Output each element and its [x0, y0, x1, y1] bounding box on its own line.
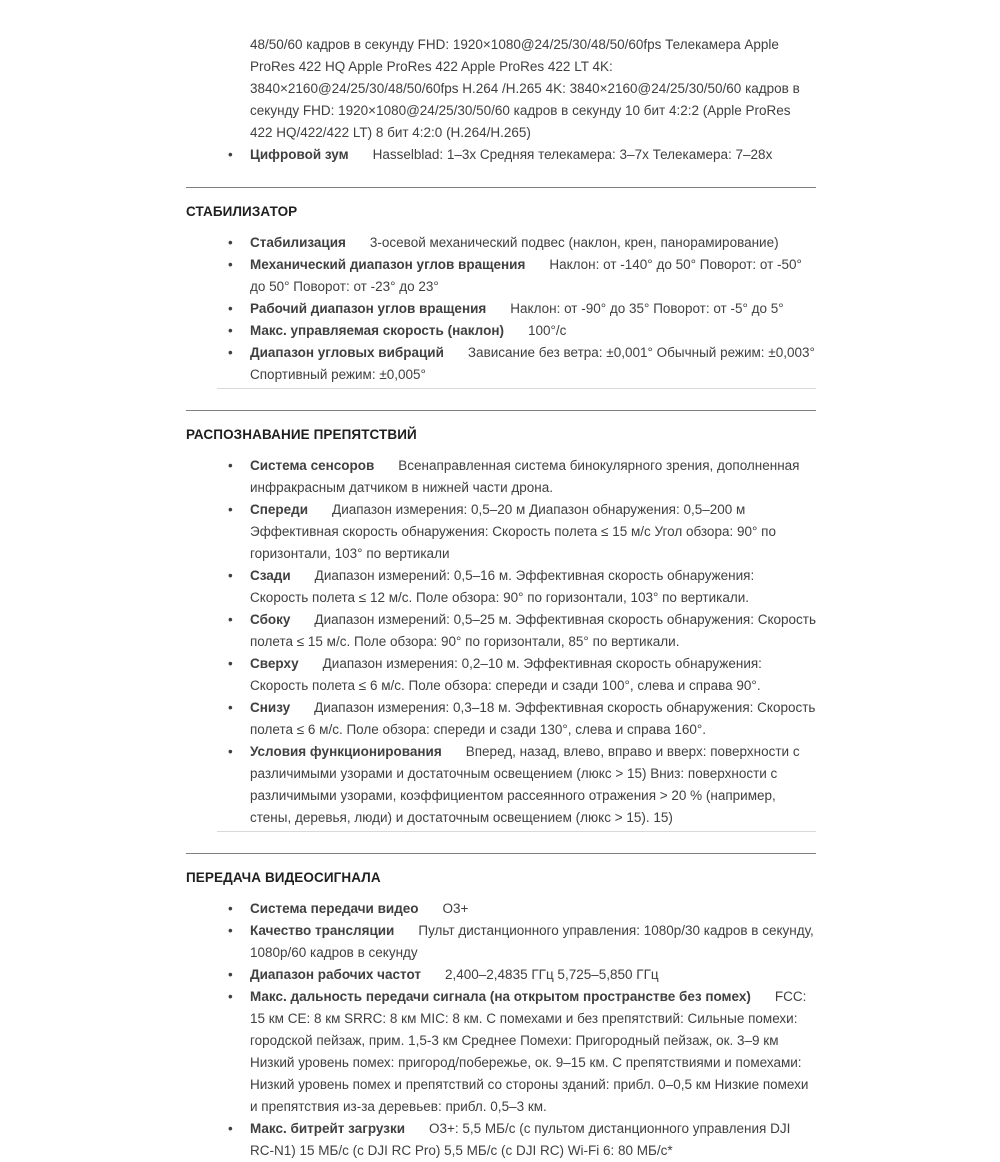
spec-value: Наклон: от -140° до 50° Поворот: от -50° до 50° Поворот: от -23° до 23°: [250, 257, 802, 294]
spec-item: [186, 653, 816, 697]
spec-term: Сбоку: [250, 612, 291, 627]
camera-spec-list: [186, 144, 816, 166]
spec-term: Механический диапазон углов вращения: [250, 257, 526, 272]
spec-value: Диапазон измерений: 0,5–25 м. Эффективная скорость обнаружения: Скорость полета ≤ 15 м/с. Поле обзора: 90° по горизонтали, 85° по вертикали.: [250, 612, 816, 649]
spec-term: Сзади: [250, 568, 291, 583]
spec-term: Система сенсоров: [250, 458, 375, 473]
spec-item: [186, 1118, 816, 1162]
spec-section: [186, 187, 816, 389]
spec-term: Стабилизация: [250, 235, 346, 250]
spec-value: Диапазон измерения: 0,2–10 м. Эффективная скорость обнаружения: Скорость полета ≤ 6 м/с. Поле обзора: спереди и сзади 100°, слева и справа 90°.: [250, 656, 762, 693]
spec-value: 100°/с: [527, 323, 567, 338]
spec-item: [186, 342, 816, 386]
spec-value: O3+: 5,5 МБ/с (с пультом дистанционного управления DJI RC-N1) 15 МБ/с (с DJI RC Pro) 5,5 МБ/с (с DJI RC) Wi-Fi 6: 80 МБ/с*: [250, 1121, 791, 1158]
spec-term: Макс. управляемая скорость (наклон): [250, 323, 504, 338]
table-bottom-rule: [217, 388, 816, 389]
spec-item: [186, 898, 816, 920]
spec-value: 3-осевой механический подвес (наклон, крен, панорамирование): [369, 235, 779, 250]
spec-value: O3+: [442, 901, 469, 916]
spec-value: Зависание без ветра: ±0,001° Обычный режим: ±0,003° Спортивный режим: ±0,005°: [250, 345, 815, 382]
spec-value: Диапазон измерений: 0,5–16 м. Эффективная скорость обнаружения: Скорость полета ≤ 12 м/с. Поле обзора: 90° по горизонтали, 103° по вертикали.: [250, 568, 755, 605]
spec-item: [186, 298, 816, 320]
spec-term: Сверху: [250, 656, 299, 671]
spec-item: [186, 565, 816, 609]
document-page: [186, 0, 816, 1162]
spec-value: Hasselblad: 1–3x Средняя телекамера: 3–7x Телекамера: 7–28x: [372, 147, 773, 162]
section-title: РАСПОЗНАВАНИЕ ПРЕПЯТСТВИЙ: [186, 427, 417, 442]
spec-value: Вперед, назад, влево, вправо и вверх: поверхности с различимыми узорами и достаточным освещением (люкс > 15) Вниз: поверхности с различимыми узорами, коэффициентом рассеянного отражения > 20 % (например, стены, деревья, люди) и достаточным освещением (люкс > 15). 15): [250, 744, 800, 825]
spec-item: [186, 232, 816, 254]
spec-value: Наклон: от -90° до 35° Поворот: от -5° до 5°: [510, 301, 784, 316]
spec-list: [186, 455, 816, 829]
section-title: ПЕРЕДАЧА ВИДЕОСИГНАЛА: [186, 870, 381, 885]
section-divider: [186, 187, 816, 188]
spec-section: [186, 410, 816, 832]
spec-item: [186, 741, 816, 829]
spec-value: Диапазон измерения: 0,5–20 м Диапазон обнаружения: 0,5–200 м Эффективная скорость обнаружения: Скорость полета ≤ 15 м/с Угол обзора: 90° по горизонтали, 103° по вертикали: [250, 502, 776, 561]
spec-item: [186, 144, 816, 166]
spec-item: [186, 455, 816, 499]
spec-section: [186, 853, 816, 1162]
spec-value: FCC: 15 км CE: 8 км SRRC: 8 км MIC: 8 км. С помехами и без препятствий: Сильные помехи: городской пейзаж, прим. 1,5-3 км Среднее Помехи: Пригородный пейзаж, ок. 3–9 км Низкий уровень помех: пригород/побережье, ок. 9–15 км. С препятствиями и помехами: Низкий уровень помех и препятствий со стороны зданий: прибл. 0–0,5 км Низкие помехи и препятствия из-за деревьев: прибл. 0,5–3 км.: [250, 989, 809, 1114]
spec-term: Система передачи видео: [250, 901, 419, 916]
spec-term: Рабочий диапазон углов вращения: [250, 301, 487, 316]
spec-item: [186, 986, 816, 1118]
spec-term: Цифровой зум: [250, 147, 349, 162]
spec-term: Условия функционирования: [250, 744, 442, 759]
spec-term: Макс. битрейт загрузки: [250, 1121, 405, 1136]
spec-term: Диапазон угловых вибраций: [250, 345, 444, 360]
spec-list: [186, 898, 816, 1162]
camera-continuation-text: 48/50/60 кадров в секунду FHD: 1920×1080@24/25/30/48/50/60fps Телекамера Apple ProRes 422 HQ Apple ProRes 422 Apple ProRes 422 LT 4K: 3840×2160@24/25/30/48/50/60fps H.264 /H.265 4K: 3840×2160@24/25/30/50/60 кадров в секунду FHD: 1920×1080@24/25/30/50/60 кадров в секунду 10 бит 4:2:2 (Apple ProRes 422 HQ/422/422 LT) 8 бит 4:2:0 (H.264/H.265): [250, 37, 800, 140]
spec-term: Качество трансляции: [250, 923, 395, 938]
section-divider: [186, 853, 816, 854]
spec-term: Снизу: [250, 700, 291, 715]
spec-item: [186, 254, 816, 298]
spec-item: [186, 920, 816, 964]
sections-container: [186, 187, 816, 1162]
section-divider: [186, 410, 816, 411]
spec-item: [186, 609, 816, 653]
spec-item: [186, 499, 816, 565]
spec-value: Диапазон измерения: 0,3–18 м. Эффективная скорость обнаружения: Скорость полета ≤ 6 м/с. Поле обзора: спереди и сзади 130°, слева и справа 160°.: [250, 700, 816, 737]
spec-item: [186, 964, 816, 986]
spec-term: Спереди: [250, 502, 309, 517]
spec-value: Всенаправленная система бинокулярного зрения, дополненная инфракрасным датчиком в нижней части дрона.: [250, 458, 800, 495]
table-bottom-rule: [217, 831, 816, 832]
spec-list: [186, 232, 816, 386]
section-title: СТАБИЛИЗАТОР: [186, 204, 298, 219]
spec-term: Диапазон рабочих частот: [250, 967, 421, 982]
spec-term: Макс. дальность передачи сигнала (на открытом пространстве без помех): [250, 989, 751, 1004]
spec-item: [186, 320, 816, 342]
spec-value: Пульт дистанционного управления: 1080p/30 кадров в секунду, 1080p/60 кадров в секунду: [250, 923, 814, 960]
spec-item: [186, 697, 816, 741]
spec-value: 2,400–2,4835 ГГц 5,725–5,850 ГГц: [445, 967, 659, 982]
